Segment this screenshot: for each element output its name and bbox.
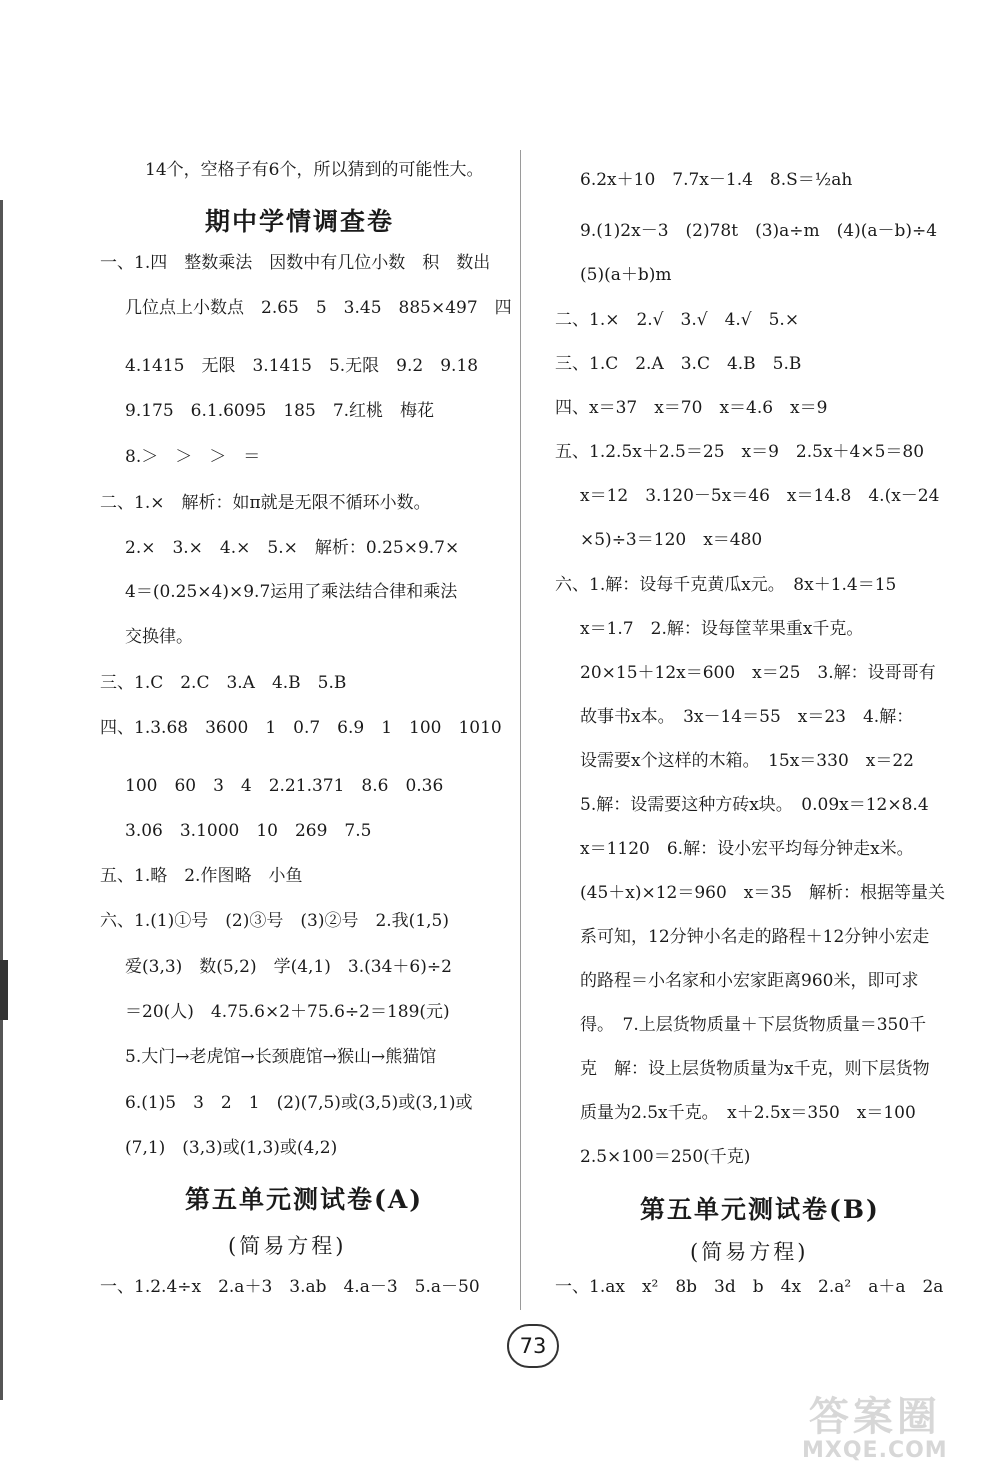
text-line: (45＋x)×12＝960 x＝35 解析：根据等量关 [580, 883, 946, 903]
text-line: 故事书x本。 3x－14＝55 x＝23 4.解： [580, 707, 914, 727]
text-line: (7,1) (3,3)或(1,3)或(4,2) [125, 1138, 338, 1158]
section-subtitle-unit5a: (简易方程) [228, 1234, 347, 1258]
text-line: x＝1120 6.解：设小宏平均每分钟走x米。 [580, 839, 914, 859]
watermark-url: MXQE.COM [802, 1438, 948, 1463]
text-line: 五、1.2.5x＋2.5＝25 x＝9 2.5x＋4×5＝80 [555, 442, 925, 462]
watermark-logo [802, 1385, 948, 1463]
text-line: 6.(1)5 3 2 1 (2)(7,5)或(3,5)或(3,1)或 [125, 1093, 473, 1113]
text-line: (5)(a＋b)m [580, 265, 672, 285]
watermark-text: 答案圈 [808, 1394, 941, 1440]
section-title-unit5a: 第五单元测试卷(A) [185, 1185, 424, 1214]
text-line: 5.解：设需要这种方砖x块。 0.09x＝12×8.4 [580, 795, 929, 815]
text-line: 3.06 3.1000 10 269 7.5 [125, 821, 372, 841]
text-line: 五、1.略 2.作图略 小鱼 [100, 866, 303, 886]
text-line: x＝12 3.120－5x＝46 x＝14.8 4.(x－24 [580, 486, 940, 506]
text-line: 三、1.C 2.A 3.C 4.B 5.B [555, 354, 802, 374]
text-line: ＝20(人) 4.75.6×2＋75.6÷2＝189(元) [125, 1002, 450, 1022]
page-number: 73 [507, 1324, 559, 1368]
text-line: 一、1.ax x² 8b 3d b 4x 2.a² a＋a 2a [555, 1277, 944, 1297]
text-line: 一、1.2.4÷x 2.a＋3 3.ab 4.a－3 5.a－50 [100, 1277, 480, 1297]
text-line: 得。 7.上层货物质量＋下层货物质量＝350千 [580, 1015, 927, 1035]
text-line: 的路程＝小名家和小宏家距离960米，即可求 [580, 971, 919, 991]
text-line: x＝1.7 2.解：设每筐苹果重x千克。 [580, 619, 864, 639]
text-line: 克 解：设上层货物质量为x千克，则下层货物 [580, 1059, 930, 1079]
text-line: 14个，空格子有6个，所以猜到的可能性大。 [145, 160, 484, 180]
text-line: 4.1415 无限 3.1415 5.无限 9.2 9.18 [125, 356, 479, 376]
section-title-midterm: 期中学情调查卷 [205, 207, 395, 236]
text-line: 2.5×100＝250(千克) [580, 1147, 751, 1167]
text-line: 5.大门→老虎馆→长颈鹿馆→猴山→熊猫馆 [125, 1047, 437, 1067]
text-line: 8.＞ ＞ ＞ ＝ [125, 447, 261, 467]
text-line: 质量为2.5x千克。 x＋2.5x＝350 x＝100 [580, 1103, 916, 1123]
section-title-unit5b: 第五单元测试卷(B) [640, 1195, 880, 1224]
text-line: 二、1.× 解析：如π就是无限不循环小数。 [100, 493, 431, 513]
text-line: 100 60 3 4 2.21.371 8.6 0.36 [125, 776, 444, 796]
text-line: 系可知，12分钟小名走的路程＋12分钟小宏走 [580, 927, 930, 947]
text-line: 6.2x＋10 7.7x－1.4 8.S＝½ah [580, 170, 853, 190]
text-line: 六、1.(1)①号 (2)③号 (3)②号 2.我(1,5) [100, 911, 449, 931]
text-line: 二、1.× 2.√ 3.√ 4.√ 5.× [555, 310, 800, 330]
column-divider [520, 150, 521, 1310]
text-line: 2.× 3.× 4.× 5.× 解析：0.25×9.7× [125, 538, 460, 558]
text-line: 9.175 6.1.6095 185 7.红桃 梅花 [125, 401, 435, 421]
text-line: 设需要x个这样的木箱。 15x＝330 x＝22 [580, 751, 914, 771]
text-line: 一、1.四 整数乘法 因数中有几位小数 积 数出 [100, 253, 491, 273]
text-line: 四、1.3.68 3600 1 0.7 6.9 1 100 1010 [100, 718, 502, 738]
text-line: 六、1.解：设每千克黄瓜x元。 8x＋1.4＝15 [555, 575, 897, 595]
text-line: 几位点上小数点 2.65 5 3.45 885×497 四 [125, 298, 512, 318]
text-line: 交换律。 [125, 627, 193, 647]
text-line: ×5)÷3＝120 x＝480 [580, 530, 763, 550]
text-line: 四、x＝37 x＝70 x＝4.6 x＝9 [555, 398, 828, 418]
page-edge-shadow [0, 200, 3, 1400]
text-line: 三、1.C 2.C 3.A 4.B 5.B [100, 673, 347, 693]
text-line: 9.(1)2x－3 (2)78t (3)a÷m (4)(a－b)÷4 [580, 221, 938, 241]
text-line: 20×15＋12x＝600 x＝25 3.解：设哥哥有 [580, 663, 936, 683]
page-edge-mark [0, 960, 8, 1020]
text-line: 爱(3,3) 数(5,2) 学(4,1) 3.(34＋6)÷2 [125, 957, 452, 977]
text-line: 4＝(0.25×4)×9.7运用了乘法结合律和乘法 [125, 582, 458, 602]
section-subtitle-unit5b: (简易方程) [690, 1240, 809, 1264]
